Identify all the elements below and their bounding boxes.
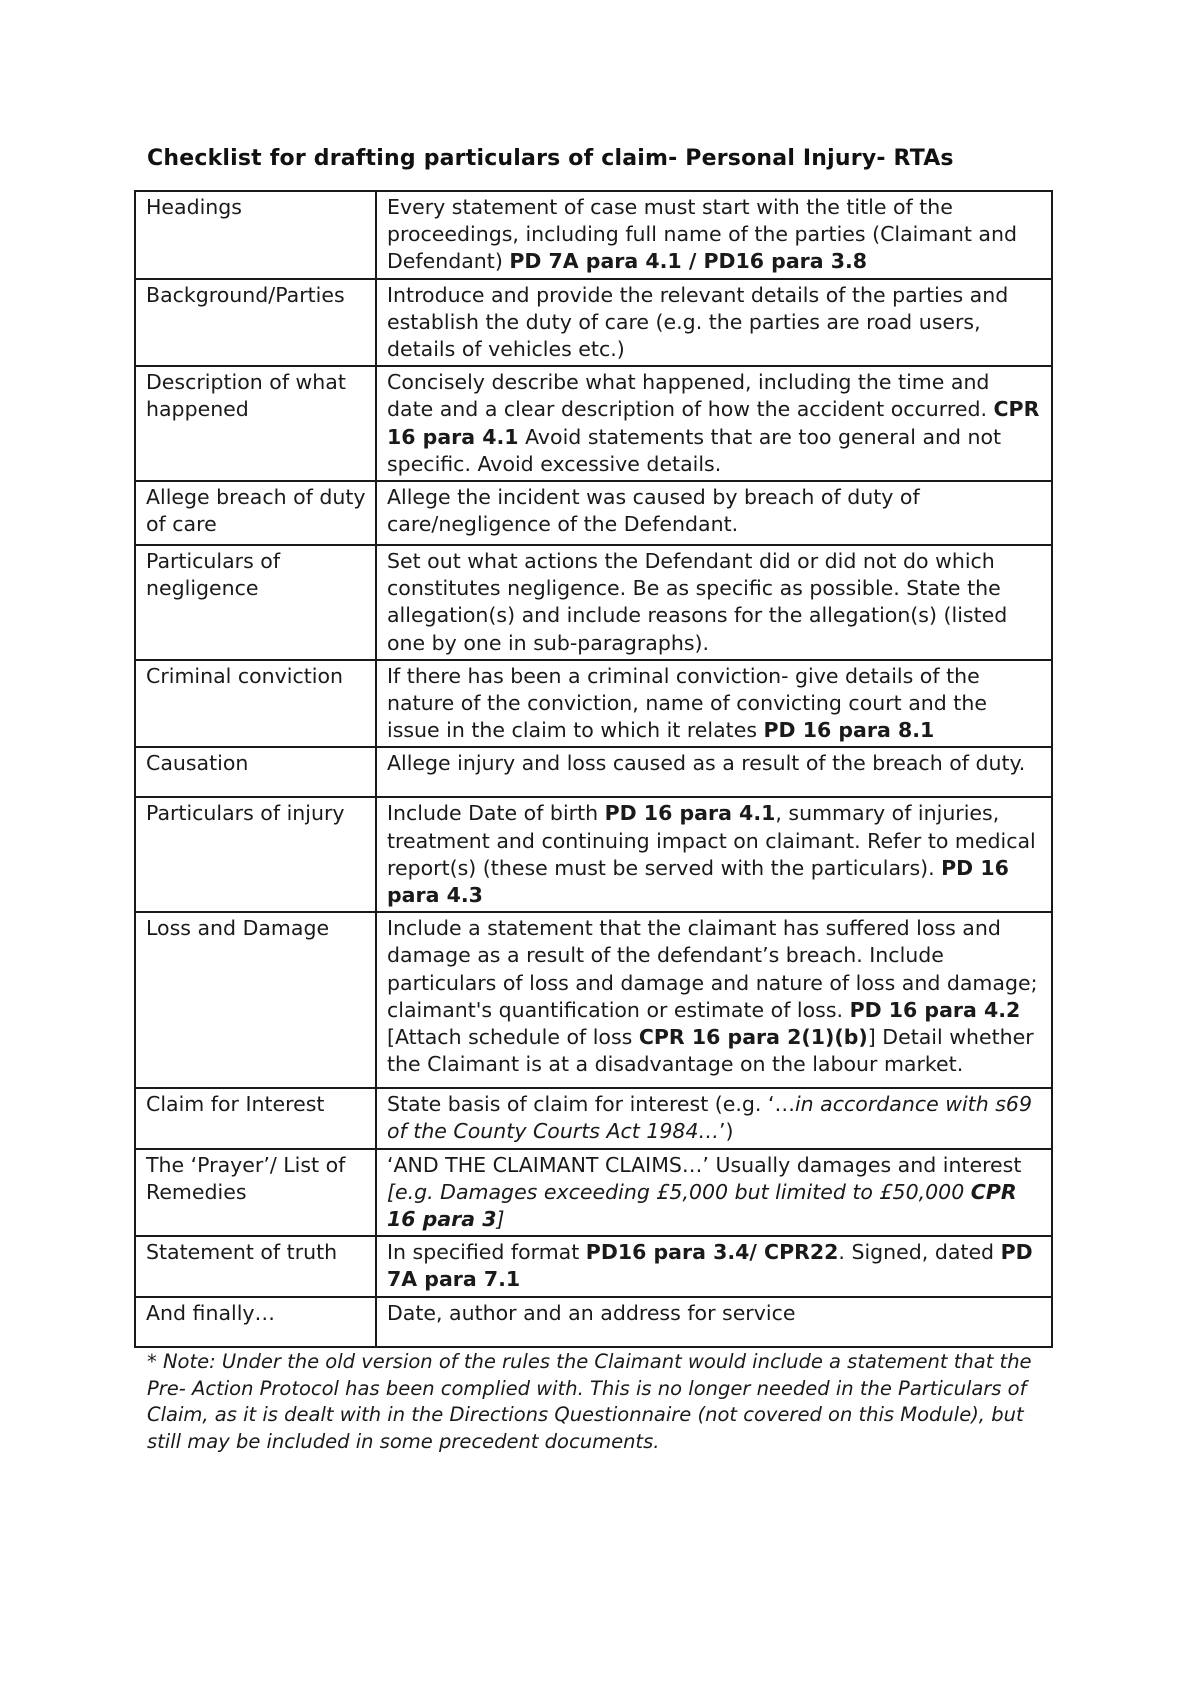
row-heading: Description of what happened bbox=[135, 366, 376, 481]
text-segment: If there has been a criminal conviction- give details of the nature of the conviction, name of convicting court and the issue in the claim to which it relates bbox=[387, 663, 987, 743]
row-heading: Particulars of negligence bbox=[135, 545, 376, 660]
row-heading: Loss and Damage bbox=[135, 912, 376, 1088]
text-segment: Allege the incident was caused by breach of duty of care/negligence of the Defendant. bbox=[387, 485, 920, 537]
row-description bbox=[376, 1236, 1052, 1296]
text-segment: PD 16 para 4.1 bbox=[604, 801, 776, 826]
page-title: Checklist for drafting particulars of claim- Personal Injury- RTAs bbox=[147, 146, 954, 171]
row-description bbox=[376, 912, 1052, 1088]
table-row bbox=[135, 660, 1052, 748]
text-segment: [e.g. Damages exceeding £5,000 but limited to £50,000 bbox=[387, 1179, 971, 1204]
table-row bbox=[135, 747, 1052, 797]
row-description bbox=[376, 660, 1052, 748]
row-description bbox=[376, 279, 1052, 367]
row-description bbox=[376, 1297, 1052, 1347]
text-segment: CPR 16 para 4.1 bbox=[387, 397, 1040, 449]
text-segment: CPR 16 para 2(1)(b) bbox=[638, 1025, 868, 1050]
text-segment: [Attach schedule of loss bbox=[387, 1025, 639, 1050]
text-segment: Avoid statements that are too general and not specific. Avoid excessive details. bbox=[387, 424, 1002, 476]
text-segment: PD16 para 3.4/ CPR22 bbox=[585, 1240, 839, 1265]
text-segment: PD 16 para 8.1 bbox=[763, 718, 935, 743]
row-heading: Causation bbox=[135, 747, 376, 797]
text-segment: . Signed, dated bbox=[838, 1240, 1001, 1265]
text-segment: ] Detail whether the Claimant is at a disadvantage on the labour market. bbox=[387, 1025, 1034, 1077]
row-description bbox=[376, 481, 1052, 545]
text-segment: CPR 16 para 3 bbox=[387, 1179, 1017, 1232]
text-segment: In specified format bbox=[387, 1240, 586, 1265]
row-heading: Claim for Interest bbox=[135, 1088, 376, 1148]
row-description bbox=[376, 797, 1052, 912]
checklist-table bbox=[134, 190, 1053, 1348]
table-row bbox=[135, 481, 1052, 545]
row-heading: Criminal conviction bbox=[135, 660, 376, 748]
table-row bbox=[135, 1297, 1052, 1347]
text-segment: ] bbox=[496, 1207, 505, 1232]
text-segment: Every statement of case must start with the title of the proceedings, including full name of the parties (Claimant and Defendant) bbox=[387, 195, 1017, 274]
text-segment: Date, author and an address for service bbox=[387, 1300, 796, 1325]
row-description bbox=[376, 545, 1052, 660]
text-segment: in accordance with s69 of the County Courts Act 1984… bbox=[387, 1092, 1032, 1144]
row-description bbox=[376, 366, 1052, 481]
checklist-table-body bbox=[135, 191, 1052, 1347]
table-row bbox=[135, 797, 1052, 912]
table-row bbox=[135, 1236, 1052, 1296]
row-heading: The ‘Prayer’/ List of Remedies bbox=[135, 1149, 376, 1237]
table-row bbox=[135, 191, 1052, 279]
row-description bbox=[376, 191, 1052, 279]
text-segment: State basis of claim for interest (e.g. ‘… bbox=[387, 1092, 795, 1117]
text-segment: PD 16 para 4.2 bbox=[849, 997, 1021, 1022]
row-heading: Particulars of injury bbox=[135, 797, 376, 912]
row-heading: Background/Parties bbox=[135, 279, 376, 367]
row-description bbox=[376, 1088, 1052, 1148]
row-heading: Allege breach of duty of care bbox=[135, 481, 376, 545]
text-segment: PD 7A para 4.1 / PD16 para 3.8 bbox=[509, 249, 868, 274]
text-segment: Allege injury and loss caused as a result of the breach of duty. bbox=[387, 751, 1026, 776]
table-row bbox=[135, 1088, 1052, 1148]
text-segment: Include Date of birth bbox=[387, 801, 605, 826]
row-heading: Headings bbox=[135, 191, 376, 279]
text-segment: Include a statement that the claimant has suffered loss and damage as a result of the defendant’s breach. Include particulars of loss and damage and nature of loss and damage; claimant's quantification or estimate of loss. bbox=[387, 916, 1038, 1022]
text-segment: ’) bbox=[719, 1119, 734, 1144]
table-row bbox=[135, 1149, 1052, 1237]
text-segment: Set out what actions the Defendant did or did not do which constitutes negligence. Be as specific as possible. State the allegation(s) and include reasons for the allegation(s) (listed one by one in sub-paragraphs). bbox=[387, 549, 1008, 655]
text-segment: PD 16 para 4.3 bbox=[387, 855, 1009, 908]
row-description bbox=[376, 1149, 1052, 1237]
text-segment: Concisely describe what happened, including the time and date and a clear description of how the accident occurred. bbox=[387, 370, 994, 422]
footnote: * Note: Under the old version of the rules the Claimant would include a statement that the Pre- Action Protocol has been complied with. This is no longer needed in the Particulars of Claim, as it is dealt with in the Directions Questionnaire (not covered on this Module), but still may be included in some precedent documents. bbox=[147, 1350, 1032, 1453]
text-segment: , summary of injuries, treatment and continuing impact on claimant. Refer to medical report(s) (these must be served with the particulars). bbox=[387, 801, 1036, 880]
table-row bbox=[135, 366, 1052, 481]
table-row bbox=[135, 279, 1052, 367]
table-row bbox=[135, 545, 1052, 660]
table-row bbox=[135, 912, 1052, 1088]
row-description bbox=[376, 747, 1052, 797]
text-segment: ‘AND THE CLAIMANT CLAIMS…’ Usually damages and interest bbox=[387, 1152, 1022, 1177]
text-segment: Introduce and provide the relevant details of the parties and establish the duty of care (e.g. the parties are road users, details of vehicles etc.) bbox=[387, 282, 1009, 362]
row-heading: And finally… bbox=[135, 1297, 376, 1347]
text-segment: PD 7A para 7.1 bbox=[387, 1240, 1033, 1292]
row-heading: Statement of truth bbox=[135, 1236, 376, 1296]
